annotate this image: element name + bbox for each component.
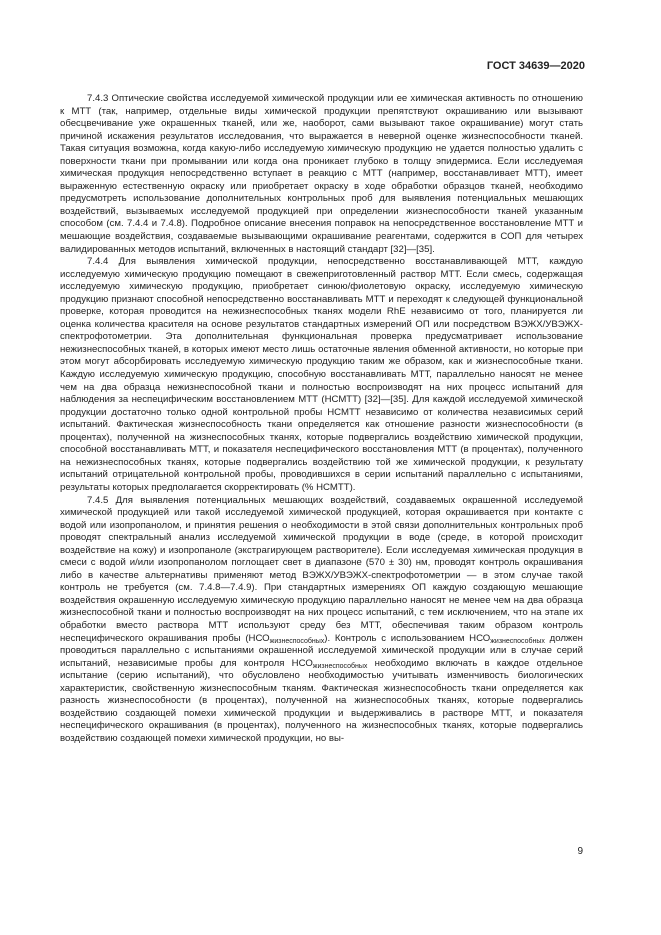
paragraph-7-4-4: 7.4.4 Для выявления химической продукции, непосредственно восстанавливающей МТТ, каждую исследуемую химическую продукцию помещают в свежеприготовленный раствор МТТ. Если смесь, содержащая исследуемую химическую продукцию, приобретает синюю/фиолетовую окраску, исследуемую химическую продукцию признают способной непосредственно восстанавливать МТТ и переходят к следующей функциональной проверке, которая проводится на нежизнеспособных тканях модели RhE независимо от того, планируется ли оценка количества красителя на основе результатов стандартных измерений ОП или посредством ВЭЖХ/УВЭЖХ-спектрофотометрии. Эта дополнительная функциональная проверка предусматривает использование нежизнеспособных тканей, в которых имеют место лишь остаточные явления обменной активности, но которые при этом могут абсорбировать исследуемую химическую продукцию таким же образом, как и жизнеспособные ткани. Каждую исследуемую химическую продукцию, способную восстанавливать МТТ, параллельно наносят не менее чем на два образца нежизнеспособной ткани и полностью воспроизводят на них процесс испытаний для наблюдения за неспецифическим восстановлением МТТ (НСМТТ) [32]—[35]. Для каждой исследуемой химической продукции достаточно только одной контрольной пробы НСМТТ независимо от количества независимых серий испытаний. Фактическая жизнеспособность ткани определяется как отношение разности жизнеспособности (в процентах), полученной на жизнеспособных тканях, которые подвергались воздействию химической продукции, способной восстанавливать МТТ, и показателя неспецифического восстановления МТТ (в процентах), полученного на нежизнеспособных тканях, которые подвергались воздействию той же химической продукции, к результату испытаний отрицательной контрольной пробы, проводившихся в серии испытаний параллельно с испытаниями, результаты которых предполагается скорректировать (% НСМТТ).	[60, 256, 583, 493]
paragraph-7-4-5-part-a: 7.4.5 Для выявления потенциальных мешающих воздействий, создаваемых окрашенной исследуемой химической продукцией или такой исследуемой химической продукцией, которая окрашивается при контакте с водой или изопропанолом, и принятия решения о необходимости в этой связи дополнительных контрольных проб проводят спектральный анализ исследуемой химической продукции в воде (среде, в которой происходит воздействие на кожу) и изопропаноле (экстрагирующем растворителе). Если исследуемая химическая продукция в смеси с водой и/или изопропанолом поглощает свет в диапазоне (570 ± 30) нм, проводят контроль окрашивания либо в качестве альтернативы применяют метод ВЭЖХ/УВЭЖХ-спектрофотометрии — в этом случае такой контроль не требуется (см. 7.4.8—7.4.9). При стандартных измерениях ОП каждую создающую мешающие воздействия окрашенную исследуемую химическую продукцию параллельно наносят не менее чем на два образца жизнеспособной ткани и полностью воспроизводят на них процесс испытаний, с тем исключением, что на этапе их обработки вместо раствора МТТ используют среду без МТТ, обеспечивая таким образом контроль неспецифического окрашивания пробы (НСО	[60, 494, 583, 644]
paragraph-7-4-5-part-d: необходимо включать в каждое отдельное испытание (серию испытаний), что обусловлено необходимостью учитывать изменчивость биологических характеристик, свойственную жизнеспособным тканям. Фактическая жизнеспособность ткани определяется как разность жизнеспособности (в процентах), полученной на жизнеспособных тканях, которые подвергались воздействию создающей помехи химической продукции и выдерживались в растворе МТТ, и показателя неспецифического окрашивания (в процентах), полученного на жизнеспособных тканях, которые подвергались воздействию создающей помехи химической продукции, но вы-	[60, 657, 583, 744]
subscript-viable-2: жизнеспособных	[490, 637, 545, 645]
paragraph-7-4-5-part-c: должен проводиться параллельно с испытаниями окрашенной исследуемой химической продукции или в случае серий испытаний, независимые пробы для контроля НСО	[60, 632, 583, 669]
document-body	[60, 93, 583, 745]
paragraph-7-4-3: 7.4.3 Оптические свойства исследуемой химической продукции или ее химическая активность по отношению к МТТ (так, например, отдельные виды химической продукции препятствуют окрашиванию или вызывают обесцвечивание уже окрашенных тканей, или же, наоборот, сами вызывают такое окрашивание) могут стать причиной искажения результатов исследования, что выражается в неверной оценке жизнеспособности тканей. Такая ситуация возможна, когда какую-либо исследуемую химическую продукцию не удается полностью удалить с поверхности ткани при промывании или когда она проникает глубоко в толщу эпидермиса. Если исследуемая химическая продукция непосредственно вступает в реакцию с МТТ (например, восстанавливает МТТ), имеет выраженную естественную окраску или приобретает окраску в ходе обработки образцов тканей, необходимо предусмотреть использование дополнительных контрольных проб для выявления потенциальных мешающих воздействий, вызываемых исследуемой продукцией при определении жизнеспособности тканей указанным способом (см. 7.4.4 и 7.4.8). Подробное описание внесения поправок на непосредственное восстановление МТТ и мешающие воздействия, создаваемые вызывающими окрашивание реагентами, содержится в СОП для четырех валидированных методов испытаний, включенных в настоящий стандарт [32]—[35].	[60, 93, 583, 255]
subscript-viable-1: жизнеспособных	[269, 637, 325, 645]
subscript-viable-3: жизнеспособных	[312, 662, 368, 670]
paragraph-7-4-5	[60, 495, 583, 746]
paragraph-7-4-5-part-b: ). Контроль с использованием НСО	[324, 632, 491, 644]
document-header: ГОСТ 34639—2020	[486, 60, 585, 72]
page-number: 9	[577, 846, 583, 857]
